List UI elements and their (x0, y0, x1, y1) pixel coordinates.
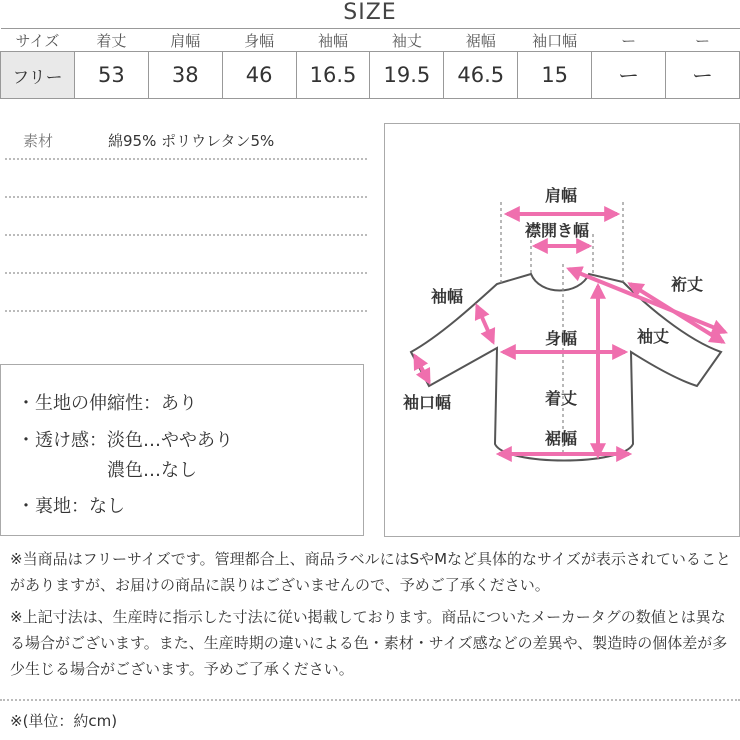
cell-body-width: 46 (222, 52, 296, 99)
label-body-width: 身幅 (545, 329, 578, 348)
materials-list (5, 122, 367, 312)
size-table-row (1, 52, 740, 99)
empty-row (5, 198, 367, 236)
cell-hem: 46.5 (444, 52, 518, 99)
material-value: 綿95% ポリウレタン5% (108, 131, 275, 150)
header-size: サイズ (1, 29, 75, 52)
cell-blank-1: ー (592, 52, 666, 99)
label-shoulder: 肩幅 (545, 186, 578, 205)
page-title: SIZE (343, 0, 397, 25)
cell-sleeve-length: 19.5 (370, 52, 444, 99)
material-row (5, 122, 367, 160)
header-blank-1: ー (592, 29, 666, 52)
feature-lining: ・裏地：なし (17, 496, 125, 517)
measurement-diagram (384, 123, 740, 537)
header-blank-2: ー (666, 29, 740, 52)
header-cuff: 袖口幅 (518, 29, 592, 52)
cell-size: フリー (1, 52, 75, 99)
material-label: 素材 (23, 131, 54, 150)
header-sleeve-width: 袖幅 (296, 29, 370, 52)
arrow-cuff (415, 356, 429, 382)
features-box (0, 364, 364, 536)
note-free-size: ※当商品はフリーサイズです。管理都合上、商品ラベルにはSやMなど具体的なサイズが表示されていることがありますが、お届けの商品に誤りはございませんので、予めご了承ください。 (10, 550, 731, 594)
cell-cuff: 15 (518, 52, 592, 99)
label-sleeve-width: 袖幅 (431, 287, 464, 306)
size-table (0, 28, 740, 99)
label-neck: 襟開き幅 (525, 221, 590, 240)
cell-sleeve-width: 16.5 (296, 52, 370, 99)
empty-row (5, 274, 367, 312)
feature-sheer-dark: 濃色…なし (107, 460, 197, 481)
notes (10, 546, 740, 688)
note-measurements: ※上記寸法は、生産時に指示した寸法に従い掲載しております。商品についたメーカータグの数値とは異なる場合がございます。また、生産時期の違いによる色・素材・サイズ感などの差異や、製造時の個体差が多少生じる場合がございます。予めご了承ください。 (10, 608, 728, 678)
label-length: 着丈 (545, 389, 578, 408)
cell-length: 53 (74, 52, 148, 99)
arrow-sleeve-width (477, 306, 493, 342)
label-yuki: 裄丈 (671, 275, 704, 294)
feature-sheer-light: ・透け感：淡色…ややあり (17, 430, 233, 451)
label-sleeve-length: 袖丈 (637, 327, 670, 346)
garment-illustration (385, 124, 739, 536)
size-table-header (1, 29, 740, 52)
label-hem: 裾幅 (545, 429, 578, 448)
empty-row (5, 160, 367, 198)
feature-stretch: ・生地の伸縮性：あり (17, 393, 197, 414)
label-cuff: 袖口幅 (403, 393, 452, 412)
cell-blank-2: ー (666, 52, 740, 99)
divider (0, 699, 740, 701)
header-body-width: 身幅 (222, 29, 296, 52)
unit-note: ※(単位：約cm) (10, 712, 118, 730)
header-shoulder: 肩幅 (148, 29, 222, 52)
header-length: 着丈 (74, 29, 148, 52)
cell-shoulder: 38 (148, 52, 222, 99)
header-sleeve-length: 袖丈 (370, 29, 444, 52)
header-hem: 裾幅 (444, 29, 518, 52)
empty-row (5, 236, 367, 274)
